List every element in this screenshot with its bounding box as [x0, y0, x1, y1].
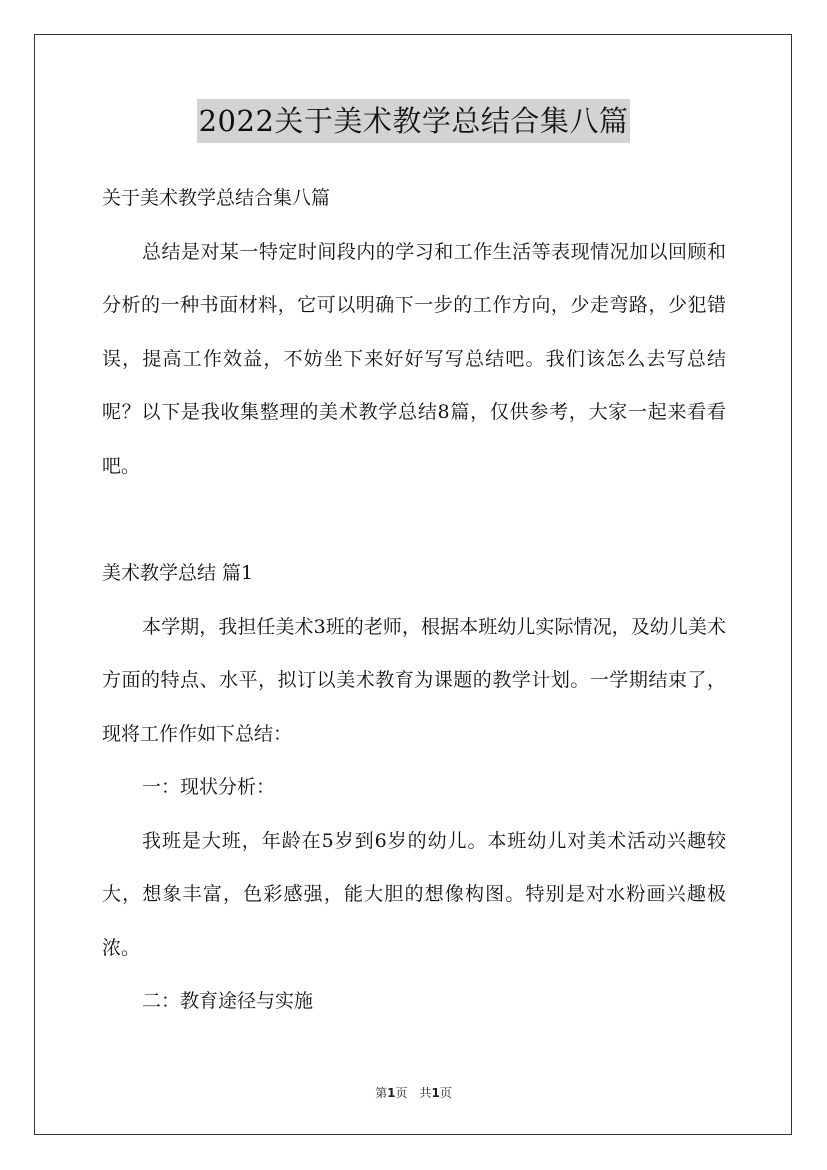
footer-page-prefix: 第 — [375, 1086, 388, 1100]
document-subtitle: 关于美术教学总结合集八篇 — [102, 187, 331, 209]
footer-page-current: 1 — [387, 1086, 396, 1100]
section-paragraph-1: 本学期，我担任美术3班的老师，根据本班幼儿实际情况，及幼儿美术方面的特点、水平，拟订以美术教育为课题的教学计划。一学期结束了，现将工作作如下总结： — [102, 615, 726, 745]
page-footer — [0, 1084, 827, 1101]
section-spacer — [102, 493, 726, 547]
intro-paragraph: 总结是对某一特定时间段内的学习和工作生活等表现情况加以回顾和分析的一种书面材料，它可以明确下一步的工作方向，少走弯路，少犯错误，提高工作效益，不妨坐下来好好写写总结吧。我们该怎么去写总结呢？以下是我收集整理的美术教学总结8篇，仅供参考，大家一起来看看吧。 — [102, 240, 726, 477]
footer-page-total: 1 — [431, 1086, 440, 1100]
section-paragraph-2: 我班是大班，年龄在5岁到6岁的幼儿。本班幼儿对美术活动兴趣较大，想象丰富，色彩感强，能大胆的想像构图。特别是对水粉画兴趣极浓。 — [102, 829, 726, 959]
section-heading: 美术教学总结 篇1 — [102, 562, 254, 584]
subheading-1: 一：现状分析： — [142, 776, 276, 798]
document-body — [102, 172, 726, 1029]
footer-page-mid: 页 共 — [395, 1086, 432, 1100]
document-title-text: 2022关于美术教学总结合集八篇 — [197, 99, 631, 143]
footer-page-suffix: 页 — [439, 1086, 452, 1100]
document-title — [0, 99, 827, 143]
subheading-2: 二：教育途径与实施 — [142, 990, 314, 1012]
